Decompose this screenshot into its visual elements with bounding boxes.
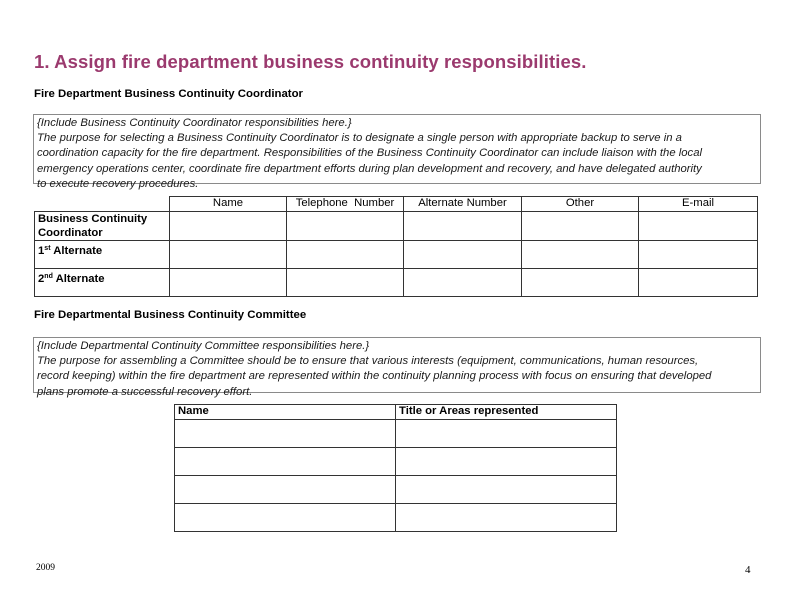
page-title: 1. Assign fire department business continuity responsibilities. xyxy=(34,51,587,72)
second-alternate-email-cell[interactable] xyxy=(639,269,758,297)
committee-table xyxy=(174,404,617,532)
coordinator-info-box[interactable] xyxy=(33,114,761,190)
first-alternate-email-cell[interactable] xyxy=(639,241,758,269)
column-header-name: Name xyxy=(175,405,396,420)
table-row xyxy=(175,420,617,448)
second-alternate-alternate-number-cell[interactable] xyxy=(404,269,522,297)
column-header-email: E-mail xyxy=(639,197,758,212)
coordinator-email-cell[interactable] xyxy=(639,212,758,241)
second-alternate-telephone-cell[interactable] xyxy=(287,269,404,297)
table-row-first-alternate xyxy=(35,241,758,269)
coordinator-name-cell[interactable] xyxy=(170,212,287,241)
coordinator-other-cell[interactable] xyxy=(522,212,639,241)
second-alternate-name-cell[interactable] xyxy=(170,269,287,297)
column-header-alternate-number: Alternate Number xyxy=(404,197,522,212)
row-label-first-alternate xyxy=(35,241,170,269)
row-label-line: Coordinator xyxy=(38,226,103,239)
column-header-telephone: Telephone Number xyxy=(287,197,404,212)
member-name-cell[interactable] xyxy=(175,420,396,448)
second-alternate-other-cell[interactable] xyxy=(522,269,639,297)
row-label-line: Business Continuity xyxy=(38,213,148,225)
table-header-row xyxy=(175,405,617,420)
row-label-coordinator xyxy=(35,212,170,241)
table-row xyxy=(175,504,617,532)
info-line: {Include Business Continuity Coordinator responsibilities here.} xyxy=(37,117,352,129)
info-line: to execute recovery procedures. xyxy=(37,177,199,190)
member-title-cell[interactable] xyxy=(396,420,617,448)
column-header-title-areas: Title or Areas represented xyxy=(396,405,617,420)
ordinal-suffix: st xyxy=(44,245,51,252)
member-name-cell[interactable] xyxy=(175,504,396,532)
coordinator-heading: Fire Department Business Continuity Coordinator xyxy=(34,88,303,100)
table-header-row xyxy=(35,197,758,212)
coordinator-telephone-cell[interactable] xyxy=(287,212,404,241)
row-label-text: Alternate xyxy=(50,245,103,257)
member-title-cell[interactable] xyxy=(396,504,617,532)
info-line: plans promote a successful recovery effort. xyxy=(37,385,253,398)
page-number: 4 xyxy=(745,564,751,576)
row-label-text: Alternate xyxy=(52,273,105,285)
info-line: coordination capacity for the fire department. Responsibilities of the Business Continuity Coordinator can include liaison with the local xyxy=(37,147,702,160)
committee-heading: Fire Departmental Business Continuity Committee xyxy=(34,309,307,321)
table-row-coordinator xyxy=(35,212,758,241)
first-alternate-telephone-cell[interactable] xyxy=(287,241,404,269)
table-row-second-alternate xyxy=(35,269,758,297)
first-alternate-name-cell[interactable] xyxy=(170,241,287,269)
info-line: The purpose for assembling a Committee should be to ensure that various interests (equipment, communications, human resources, xyxy=(37,355,699,368)
table-row xyxy=(175,476,617,504)
member-name-cell[interactable] xyxy=(175,448,396,476)
info-line: emergency operations center, coordinate fire department efforts during plan development and recovery, and have delegated authority xyxy=(37,162,702,175)
committee-info-box[interactable] xyxy=(33,337,761,398)
info-line: The purpose for selecting a Business Continuity Coordinator is to designate a single person with appropriate backup to serve in a xyxy=(37,132,682,145)
column-header-name: Name xyxy=(170,197,287,212)
first-alternate-alternate-number-cell[interactable] xyxy=(404,241,522,269)
member-title-cell[interactable] xyxy=(396,448,617,476)
member-title-cell[interactable] xyxy=(396,476,617,504)
coordinator-table xyxy=(34,196,758,297)
info-line: record keeping) within the fire department are represented within the continuity planning process with focus on ensuring that developed xyxy=(37,370,712,383)
ordinal-number: 1 xyxy=(38,245,45,257)
row-label-second-alternate xyxy=(35,269,170,297)
info-line: {Include Departmental Continuity Committee responsibilities here.} xyxy=(37,340,370,352)
column-header-other: Other xyxy=(522,197,639,212)
coordinator-alternate-number-cell[interactable] xyxy=(404,212,522,241)
member-name-cell[interactable] xyxy=(175,476,396,504)
ordinal-number: 2 xyxy=(38,273,45,285)
corner-cell xyxy=(35,197,170,212)
table-row xyxy=(175,448,617,476)
footer-year: 2009 xyxy=(36,563,55,573)
first-alternate-other-cell[interactable] xyxy=(522,241,639,269)
ordinal-suffix: nd xyxy=(44,273,53,280)
